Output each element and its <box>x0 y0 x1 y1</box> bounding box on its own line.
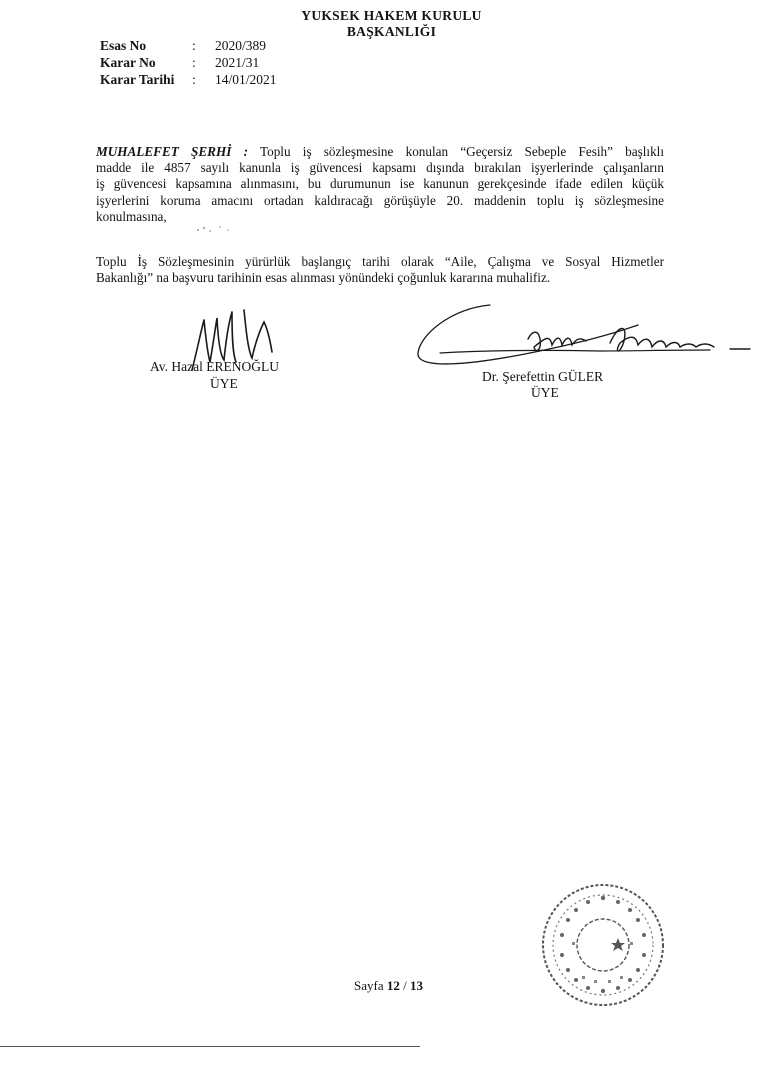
meta-row-karar-tarihi <box>100 72 400 88</box>
meta-colon: : <box>192 72 196 87</box>
meta-row-esas <box>100 38 400 54</box>
page-current: 12 <box>386 978 400 993</box>
meta-label: Karar Tarihi <box>100 72 175 87</box>
meta-value: 14/01/2021 <box>215 72 277 87</box>
meta-row-karar-no <box>100 55 400 71</box>
signatory-name-2: Dr. Şerefettin GÜLER <box>482 369 604 384</box>
meta-label: Karar No <box>100 55 156 70</box>
signature-guler <box>410 295 760 380</box>
dissent-line-1: MUHALEFET ŞERHİ : Toplu iş sözleşmesine konulan “Geçersiz Sebeple Fesih” başlıklı <box>96 144 664 159</box>
signatory-role-2: ÜYE <box>531 385 559 400</box>
official-seal <box>538 880 668 1010</box>
meta-value: 2021/31 <box>215 55 260 70</box>
signatory-role-1: ÜYE <box>210 376 238 391</box>
dissent-line-3: iş güvencesi kapsamına alınmasını, bu durumunun ise kanunun gerekçesinde ifade edilen küçük <box>96 176 664 192</box>
dissent-heading: MUHALEFET ŞERHİ : <box>96 144 248 159</box>
document-subtitle: BAŞKANLIĞI <box>346 24 437 39</box>
dissent-paragraph <box>96 144 664 225</box>
dissent-p2-line-1: Toplu İş Sözleşmesinin yürürlük başlangıç tarihi olarak “Aile, Çalışma ve Sosyal Hizmetler <box>96 254 664 269</box>
meta-colon: : <box>192 38 196 53</box>
smudge-mark <box>190 222 240 236</box>
meta-colon: : <box>192 55 196 70</box>
document-title: YUKSEK HAKEM KURULU <box>301 8 482 23</box>
bottom-rule <box>0 1046 420 1047</box>
page-total: 13 <box>409 978 423 993</box>
meta-label: Esas No <box>100 38 147 53</box>
dissent-paragraph-2 <box>96 254 664 286</box>
page-number: Sayfa 12 / 13 <box>354 978 423 993</box>
meta-value: 2020/389 <box>215 38 267 53</box>
signatory-name-1: Av. Hazal ERENOĞLU <box>150 359 279 374</box>
dissent-line-5: konulmasına, <box>96 208 167 224</box>
dissent-p2-line-2: Bakanlığı” na başvuru tarihinin esas alınması yönündeki çoğunluk kararına muhalifiz. <box>96 270 551 286</box>
dissent-line-4: işyerlerini koruma amacını ortadan kaldıracağı görüşüyle 20. maddenin toplu iş sözleşmesine <box>96 192 664 208</box>
dissent-line-2: madde ile 4857 sayılı kanunla iş güvencesi kapsamı dışında bırakılan işyerlerinde çalışanların <box>96 160 664 176</box>
